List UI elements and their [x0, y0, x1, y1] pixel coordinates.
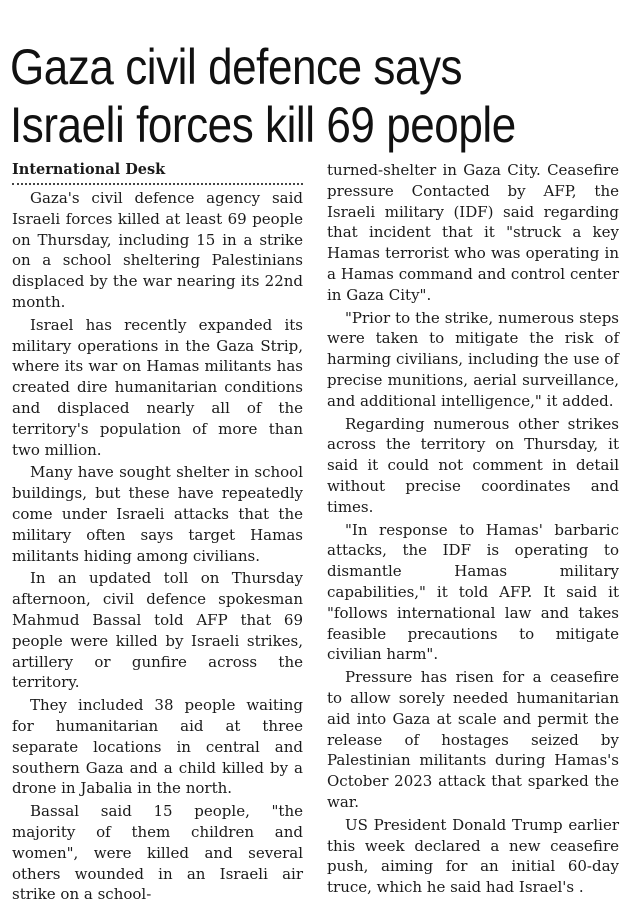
- article-paragraph: Many have sought shelter in school buildings, but these have repeatedly come under Israeli attacks that the military often says target Hamas militants hiding among civilians.: [12, 463, 303, 565]
- article-paragraph: Israel has recently expanded its military operations in the Gaza Strip, where its war on Hamas militants has created dire humanitarian conditions and displaced nearly all of the territory's population of more than two million.: [12, 315, 303, 459]
- article-paragraph: US President Donald Trump earlier this week declared a new ceasefire push, aiming for an initial 60-day truce, which he said had Israel's .: [327, 815, 619, 897]
- article-paragraph: Gaza's civil defence agency said Israeli forces killed at least 69 people on Thursday, including 15 in a strike on a school sheltering Palestinians displaced by the war nearing its 22nd month.: [12, 189, 303, 311]
- article-paragraph-continued: turned-shelter in Gaza City. Ceasefire pressure Contacted by AFP, the Israeli military (IDF) said regarding that incident that it "struck a key Hamas terrorist who was operating in a Hamas command and control center in Gaza City".: [327, 161, 619, 304]
- headline-line-1: Gaza civil defence says: [10, 38, 463, 95]
- article-headline: [10, 38, 551, 154]
- article-paragraph: Bassal said 15 people, "the majority of them children and women", were killed and several others wounded in an Israeli air strike on a school-: [12, 802, 303, 904]
- article-paragraph: "Prior to the strike, numerous steps were taken to mitigate the risk of harming civilians, including the use of precise munitions, aerial surveillance, and additional intelligence," it added.: [327, 308, 619, 410]
- headline-line-2: Israeli forces kill 69 people: [10, 96, 516, 153]
- article-paragraph: Pressure has risen for a ceasefire to allow sorely needed humanitarian aid into Gaza at scale and permit the release of hostages seized by Palestinian militants during Hamas's October 2023 attack that sparked the war.: [327, 668, 619, 811]
- article-paragraph: Regarding numerous other strikes across the territory on Thursday, it said it could not comment in detail without precise coordinates and times.: [327, 414, 619, 516]
- article-column-left: [12, 160, 303, 907]
- article-column-right: [327, 160, 619, 900]
- article-paragraph: They included 38 people waiting for humanitarian aid at three separate locations in central and southern Gaza and a child killed by a drone in Jabalia in the north.: [12, 696, 303, 798]
- byline: International Desk: [12, 160, 303, 185]
- article-paragraph: "In response to Hamas' barbaric attacks, the IDF is operating to dismantle Hamas military capabilities," it told AFP. It said it "follows international law and takes feasible precautions to mitigate civilian harm".: [327, 520, 619, 664]
- article-paragraph: In an updated toll on Thursday afternoon, civil defence spokesman Mahmud Bassal told AFP that 69 people were killed by Israeli strikes, artillery or gunfire across the territory.: [12, 569, 303, 692]
